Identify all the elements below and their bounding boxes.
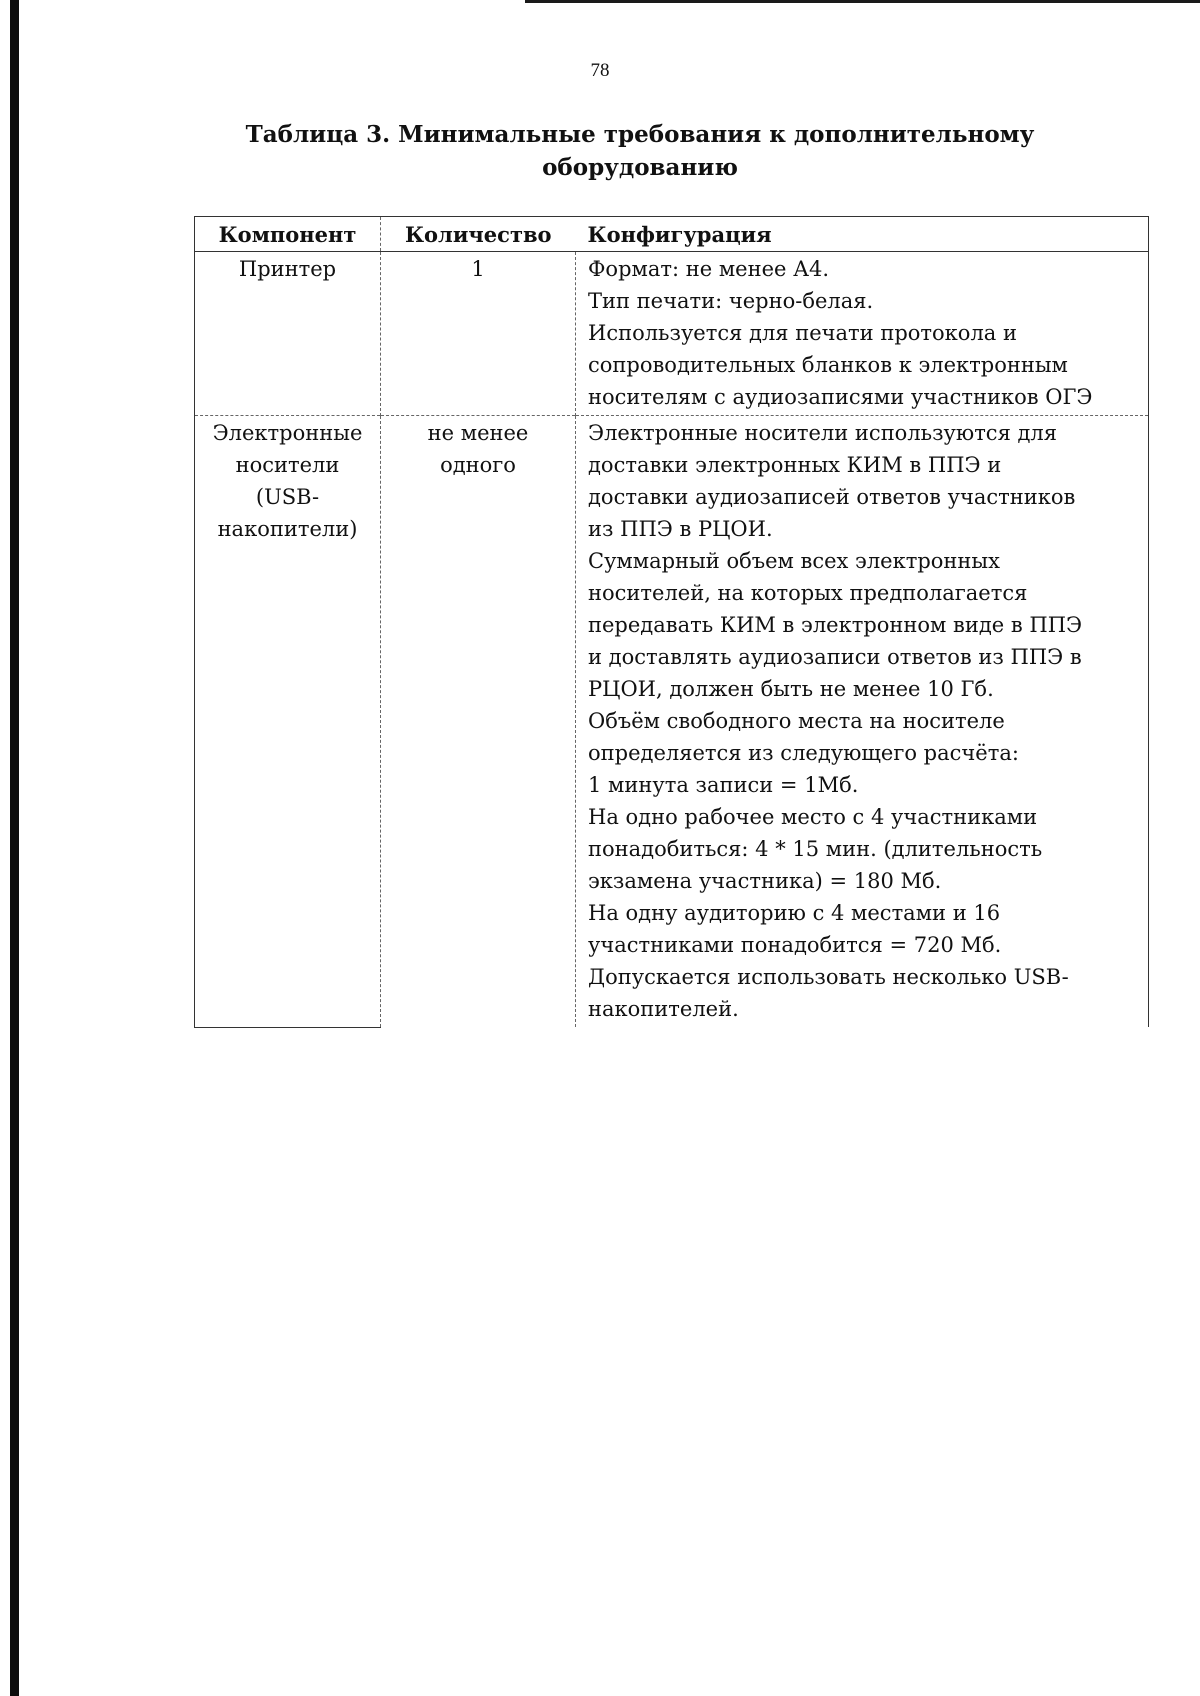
header-configuration: Конфигурация: [576, 217, 1149, 252]
cell-line: Формат: не менее А4.: [588, 257, 830, 281]
cell-line: На одну аудиторию с 4 местами и 16: [588, 901, 1001, 925]
cell-line: На одно рабочее место с 4 участниками: [588, 805, 1038, 829]
cell-line: понадобиться: 4 * 15 мин. (длительность: [588, 837, 1043, 861]
page-number: 78: [590, 60, 610, 81]
table-header-row: [195, 217, 1149, 252]
cell-line: Тип печати: черно-белая.: [588, 289, 874, 313]
scan-edge-left: [10, 0, 19, 1696]
cell-line: определяется из следующего расчёта:: [588, 741, 1019, 765]
row-2-configuration: [576, 416, 1149, 1028]
cell-line: передавать КИМ в электронном виде в ППЭ: [588, 613, 1083, 637]
row-1-quantity: [381, 252, 576, 416]
cell-line: 1: [471, 257, 485, 281]
cell-line: доставки электронных КИМ в ППЭ и: [588, 453, 1002, 477]
cell-line: 1 минута записи = 1Мб.: [588, 773, 859, 797]
cell-line: Суммарный объем всех электронных: [588, 549, 1000, 573]
scan-edge-top: [525, 0, 1200, 3]
cell-line: из ППЭ в РЦОИ.: [588, 517, 773, 541]
cell-line: Используется для печати протокола и: [588, 321, 1017, 345]
cell-line: Допускается использовать несколько USB-: [588, 965, 1069, 989]
cell-line: одного: [440, 453, 516, 477]
cell-line: носителям с аудиозаписями участников ОГЭ: [588, 385, 1093, 409]
table-title-line-1: Таблица 3. Минимальные требования к дополнительному: [245, 121, 1035, 148]
row-2-component: [195, 416, 381, 1028]
requirements-table: [194, 216, 1149, 1028]
cell-line: Электронные носители используются для: [588, 421, 1058, 445]
table-title-line-2: оборудованию: [542, 154, 738, 181]
cell-line: Объём свободного места на носителе: [588, 709, 1005, 733]
row-1-configuration: [576, 252, 1149, 416]
table-row: [195, 252, 1149, 416]
row-1-component: [195, 252, 381, 416]
cell-line: накопителей.: [588, 997, 739, 1021]
cell-line: сопроводительных бланков к электронным: [588, 353, 1068, 377]
cell-line: экзамена участника) = 180 Мб.: [588, 869, 942, 893]
row-2-quantity: [381, 416, 576, 1028]
cell-line: РЦОИ, должен быть не менее 10 Гб.: [588, 677, 994, 701]
table-title: [200, 118, 1080, 184]
cell-line: участниками понадобится = 720 Мб.: [588, 933, 1002, 957]
table-row: [195, 416, 1149, 1028]
header-quantity: Количество: [381, 217, 576, 252]
cell-line: доставки аудиозаписей ответов участников: [588, 485, 1076, 509]
cell-line: носители: [235, 453, 340, 477]
cell-line: накопители): [217, 517, 358, 541]
cell-line: носителей, на которых предполагается: [588, 581, 1028, 605]
cell-line: и доставлять аудиозаписи ответов из ППЭ в: [588, 645, 1082, 669]
cell-line: не менее: [427, 421, 529, 445]
cell-line: Принтер: [238, 257, 337, 281]
cell-line: (USB-: [255, 485, 320, 509]
cell-line: Электронные: [212, 421, 363, 445]
header-component: Компонент: [195, 217, 381, 252]
